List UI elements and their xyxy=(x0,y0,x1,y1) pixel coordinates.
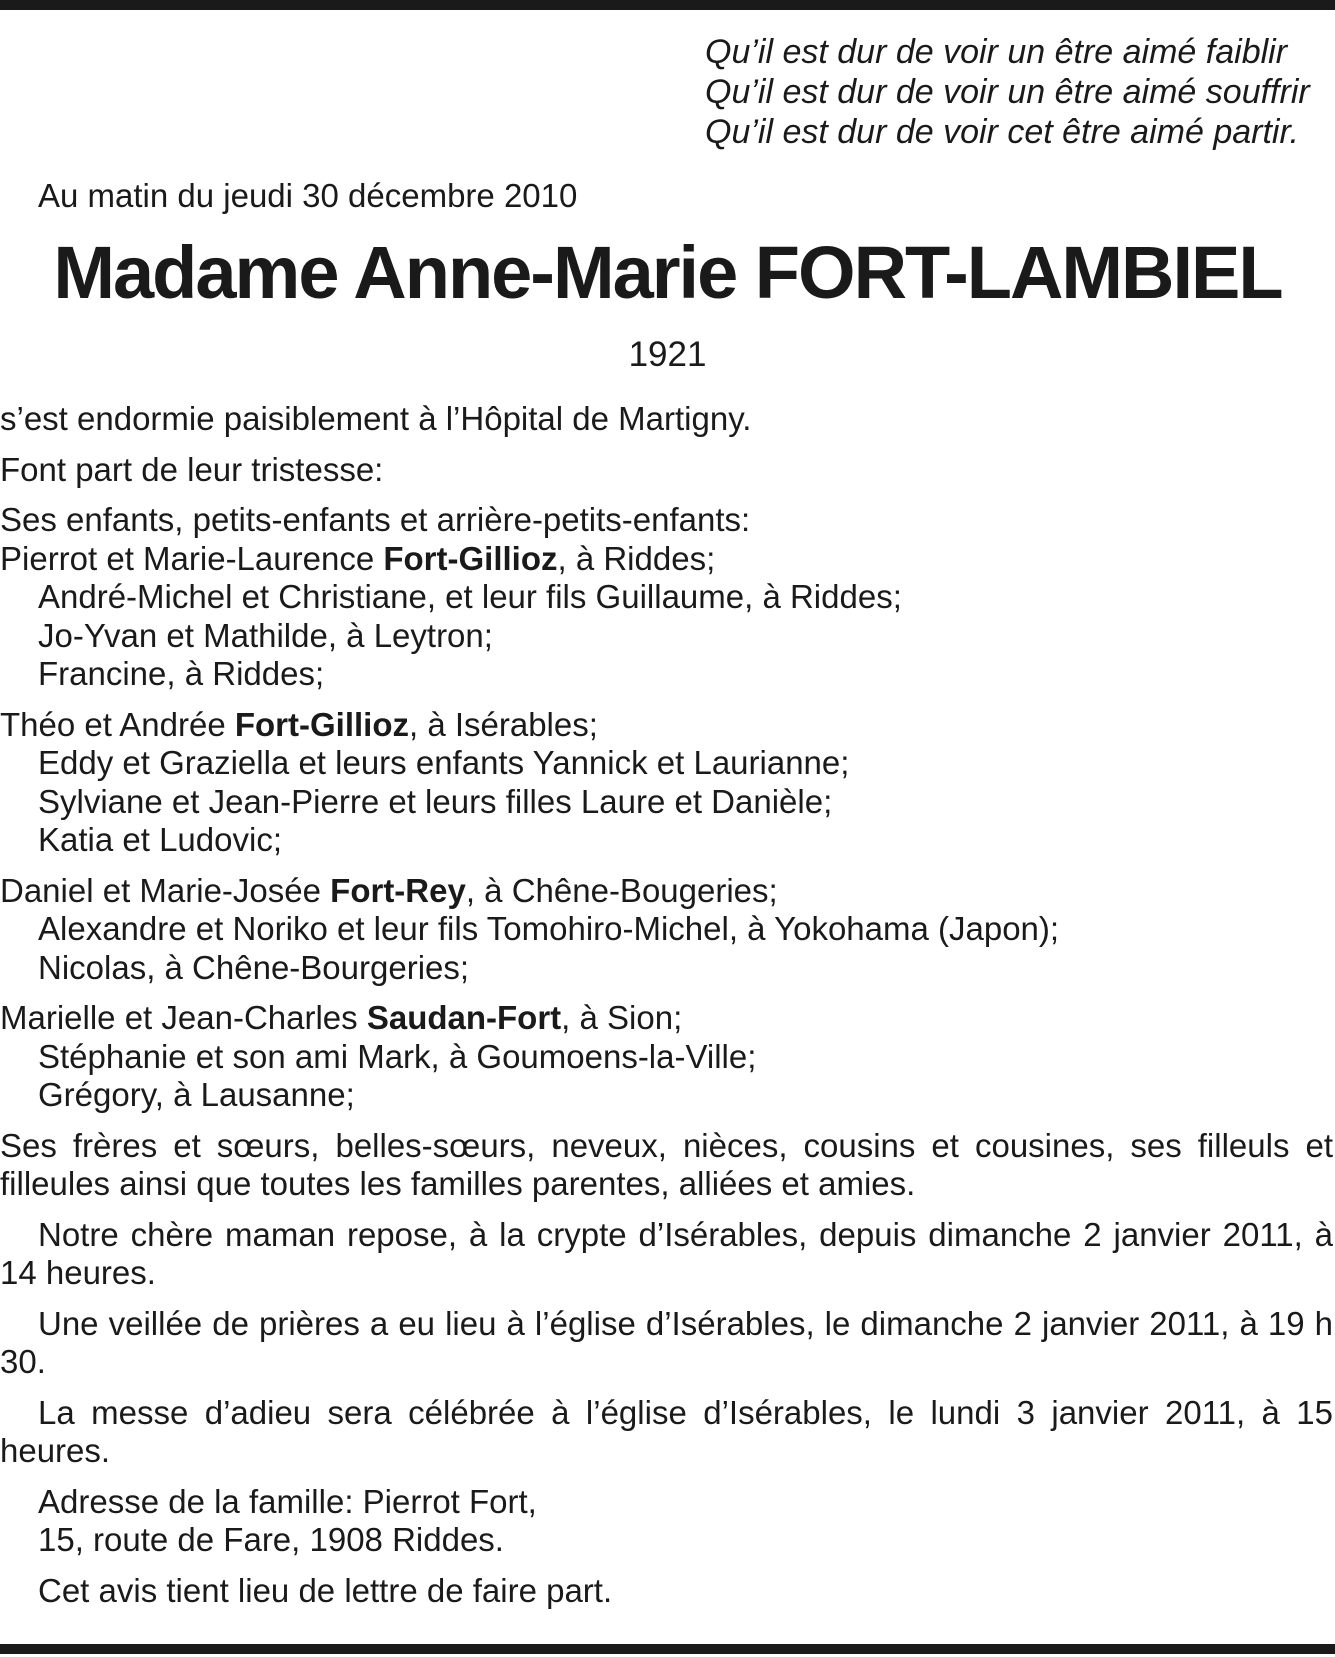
address-line: Adresse de la famille: Pierrot Fort, xyxy=(38,1482,537,1520)
poem xyxy=(705,32,1310,152)
family-member: Nicolas, à Chêne-Bourgeries; xyxy=(38,948,470,986)
intro-date: Au matin du jeudi 30 décembre 2010 xyxy=(38,177,578,214)
family-member: Stéphanie et son ami Mark, à Goumoens-la-Ville; xyxy=(38,1037,757,1075)
top-rule xyxy=(0,0,1335,10)
poem-line: Qu’il est dur de voir un être aimé souffrir xyxy=(705,73,1310,111)
notice-paragraph: Une veillée de prières a eu lieu à l’église d’Isérables, le dimanche 2 janvier 2011, à 19 h 30. xyxy=(0,1304,1333,1380)
family-member: Jo-Yvan et Mathilde, à Leytron; xyxy=(38,616,493,654)
family-member: Katia et Ludovic; xyxy=(38,821,282,858)
notice-paragraph: La messe d’adieu sera célébrée à l’église d’Isérables, le lundi 3 janvier 2011, à 15 heures. xyxy=(0,1393,1333,1469)
deceased-name: Madame Anne-Marie FORT-LAMBIEL xyxy=(53,231,1282,314)
family-head: Marielle et Jean-Charles Saudan-Fort, à Sion; xyxy=(0,999,683,1036)
family-surname: Fort-Rey xyxy=(330,871,466,909)
family-member: Francine, à Riddes; xyxy=(38,655,325,692)
family-member: Grégory, à Lausanne; xyxy=(38,1076,355,1113)
birth-year: 1921 xyxy=(628,335,707,374)
poem-line: Qu’il est dur de voir cet être aimé partir. xyxy=(705,113,1299,151)
statement: s’est endormie paisiblement à l’Hôpital de Martigny. xyxy=(0,400,752,437)
sorrow-line: Font part de leur tristesse: xyxy=(0,450,384,488)
family-group xyxy=(0,872,1333,988)
family-surname: Fort-Gillioz xyxy=(383,539,558,577)
family-head: Théo et Andrée Fort-Gillioz, à Isérables; xyxy=(0,705,598,743)
family-group xyxy=(0,706,1333,860)
address-line: 15, route de Fare, 1908 Riddes. xyxy=(38,1521,504,1558)
family-surname: Fort-Gillioz xyxy=(234,705,409,743)
relatives-paragraph: Ses frères et sœurs, belles-sœurs, neveux, nièces, cousins et cousines, ses filleuls et filleules ainsi que toutes les familles parentes, alliées et amies. xyxy=(0,1126,1333,1202)
notice-body xyxy=(0,400,1333,1610)
closing-line: Cet avis tient lieu de lettre de faire part. xyxy=(38,1571,613,1609)
family-member: Sylviane et Jean-Pierre et leurs filles Laure et Danièle; xyxy=(38,782,833,820)
family-member: Alexandre et Noriko et leur fils Tomohiro-Michel, à Yokohama (Japon); xyxy=(38,910,1060,947)
family-head: Pierrot et Marie-Laurence Fort-Gillioz, à Riddes; xyxy=(0,539,716,577)
children-heading: Ses enfants, petits-enfants et arrière-petits-enfants: xyxy=(0,501,751,538)
family-surname: Saudan-Fort xyxy=(366,999,562,1036)
family-member: Eddy et Graziella et leurs enfants Yannick et Laurianne; xyxy=(38,744,850,781)
poem-line: Qu’il est dur de voir un être aimé faiblir xyxy=(705,33,1288,71)
notice-paragraph: Notre chère maman repose, à la crypte d’Isérables, depuis dimanche 2 janvier 2011, à 14 heures. xyxy=(0,1215,1333,1291)
family-member: André-Michel et Christiane, et leur fils Guillaume, à Riddes; xyxy=(38,578,902,615)
bottom-rule xyxy=(0,1644,1335,1654)
family-group xyxy=(0,540,1333,694)
family-head: Daniel et Marie-Josée Fort-Rey, à Chêne-Bougeries; xyxy=(0,871,778,909)
family-group xyxy=(0,999,1333,1115)
